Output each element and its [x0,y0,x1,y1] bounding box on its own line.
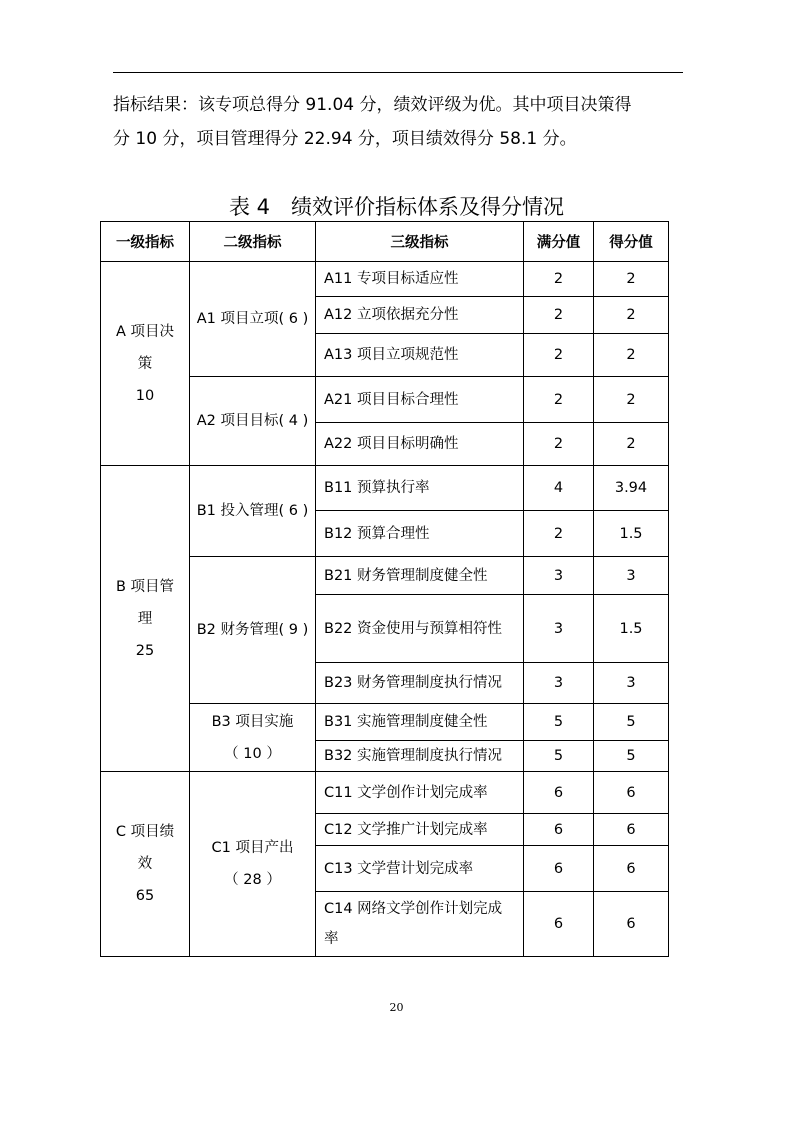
header-level2: 二级指标 [190,222,316,262]
level3-cell: C11 文学创作计划完成率 [316,772,524,814]
score-cell: 5 [594,704,669,741]
level3-cell: A21 项目目标合理性 [316,377,524,423]
level2-cell-c1: C1 项目产出 （ 28 ） [190,772,316,957]
score-cell: 1.5 [594,595,669,663]
paragraph-line-2: 分 10 分，项目管理得分 22.94 分，项目绩效得分 58.1 分。 [113,129,577,149]
score-cell: 5 [594,741,669,772]
full-score-cell: 2 [524,377,594,423]
score-cell: 6 [594,846,669,892]
score-cell: 2 [594,423,669,466]
full-score-cell: 3 [524,663,594,704]
table-row [101,262,669,297]
level2-cell-b3: B3 项目实施 （ 10 ） [190,704,316,772]
score-cell: 3 [594,557,669,595]
level1-cell-b: B 项目管 理 25 [101,466,190,772]
level1-cell-a: A 项目决 策 10 [101,262,190,466]
level3-cell: C13 文学营计划完成率 [316,846,524,892]
paragraph-line-1: 指标结果：该专项总得分 91.04 分，绩效评级为优。其中项目决策得 [113,95,632,115]
level3-cell: B31 实施管理制度健全性 [316,704,524,741]
result-paragraph [113,88,688,156]
score-cell: 2 [594,334,669,377]
full-score-cell: 3 [524,595,594,663]
score-cell: 2 [594,377,669,423]
score-cell: 2 [594,297,669,334]
level2-cell-a1: A1 项目立项( 6 ) [190,262,316,377]
full-score-cell: 5 [524,741,594,772]
full-score-cell: 2 [524,262,594,297]
score-cell: 2 [594,262,669,297]
full-score-cell: 2 [524,297,594,334]
header-level3: 三级指标 [316,222,524,262]
full-score-cell: 2 [524,511,594,557]
table-caption: 表 4 绩效评价指标体系及得分情况 [228,195,565,219]
score-cell: 3.94 [594,466,669,511]
score-cell: 6 [594,814,669,846]
full-score-cell: 4 [524,466,594,511]
table-header-row [101,222,669,262]
level3-cell: B21 财务管理制度健全性 [316,557,524,595]
level3-cell: B11 预算执行率 [316,466,524,511]
level3-cell: A22 项目目标明确性 [316,423,524,466]
level3-cell: B12 预算合理性 [316,511,524,557]
full-score-cell: 3 [524,557,594,595]
full-score-cell: 6 [524,772,594,814]
level3-cell: B23 财务管理制度执行情况 [316,663,524,704]
header-full-score: 满分值 [524,222,594,262]
level3-cell: A13 项目立项规范性 [316,334,524,377]
full-score-cell: 6 [524,892,594,957]
full-score-cell: 6 [524,846,594,892]
header-level1: 一级指标 [101,222,190,262]
level3-cell: B32 实施管理制度执行情况 [316,741,524,772]
header-rule [113,72,683,73]
level2-cell-a2: A2 项目目标( 4 ) [190,377,316,466]
score-cell: 6 [594,772,669,814]
level2-cell-b1: B1 投入管理( 6 ) [190,466,316,557]
score-cell: 3 [594,663,669,704]
full-score-cell: 6 [524,814,594,846]
full-score-cell: 2 [524,423,594,466]
level3-cell: C12 文学推广计划完成率 [316,814,524,846]
level3-cell: C14 网络文学创作计划完成率 [316,892,524,957]
level1-cell-c: C 项目绩 效 65 [101,772,190,957]
indicator-table [100,221,669,957]
level2-cell-b2: B2 财务管理( 9 ) [190,557,316,704]
header-score: 得分值 [594,222,669,262]
table-row [101,466,669,511]
full-score-cell: 2 [524,334,594,377]
level3-cell: A12 立项依据充分性 [316,297,524,334]
score-cell: 6 [594,892,669,957]
level3-cell: B22 资金使用与预算相符性 [316,595,524,663]
score-cell: 1.5 [594,511,669,557]
full-score-cell: 5 [524,704,594,741]
page-number: 20 [389,1001,404,1014]
table-row [101,772,669,814]
level3-cell: A11 专项目标适应性 [316,262,524,297]
